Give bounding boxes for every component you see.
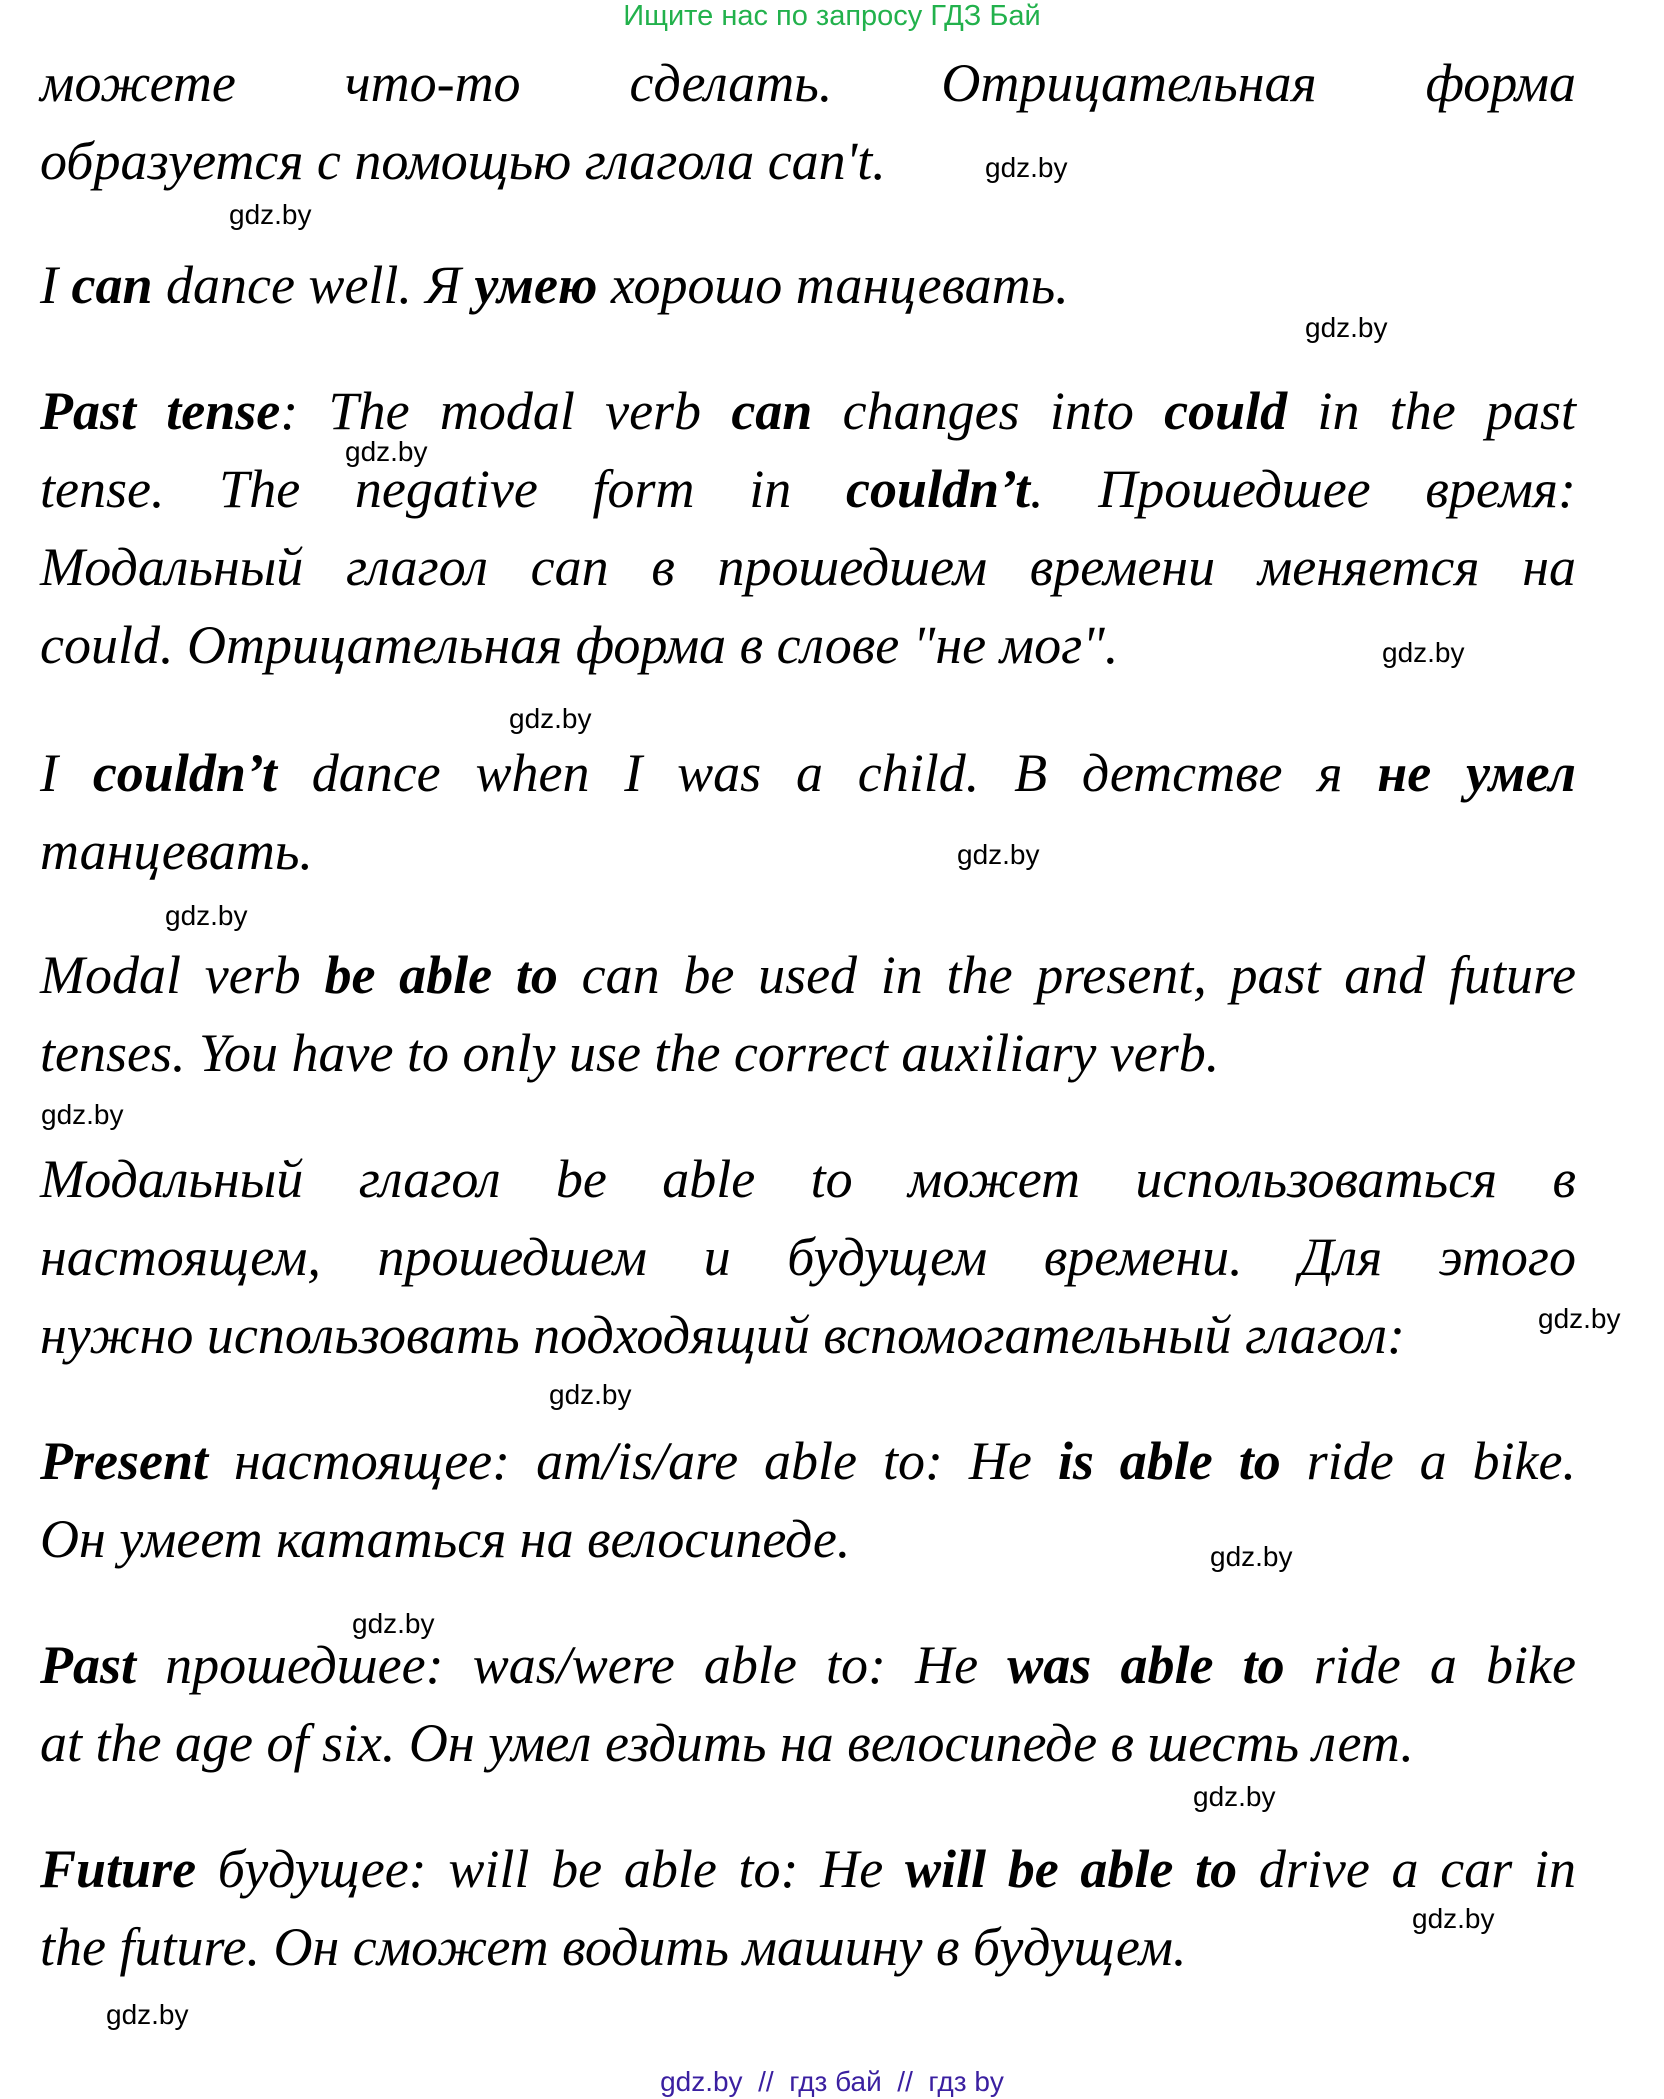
watermark: gdz.by [229, 199, 312, 230]
watermark: gdz.by [41, 1099, 124, 1130]
watermark: gdz.by [345, 436, 428, 467]
text-line: I can dance well. Я умею хорошо танцевать. [40, 255, 1069, 315]
watermark: gdz.by [1538, 1303, 1621, 1334]
text-line: Он умеет кататься на велосипеде. [40, 1509, 851, 1569]
top-banner: Ищите нас по запросу ГДЗ Бай [623, 0, 1041, 32]
text-line: Future будущее: will be able to: He will be able to drive a car in [40, 1839, 1576, 1899]
watermark: gdz.by [106, 1999, 189, 2030]
paragraph-past-tense [40, 372, 1576, 684]
watermark: gdz.by [1210, 1541, 1293, 1572]
footer-links: gdz.by // гдз бай // гдз by [660, 2066, 1004, 2097]
watermark: gdz.by [1193, 1781, 1276, 1812]
text-line: Past прошедшее: was/were able to: He was able to ride a bike [40, 1635, 1576, 1695]
paragraph-be-able-to-ru [40, 1140, 1576, 1374]
watermark: gdz.by [985, 152, 1068, 183]
text-line: танцевать. [40, 821, 313, 881]
text-line: настоящем, прошедшем и будущем времени. Для этого [40, 1227, 1576, 1287]
text-line: at the age of six. Он умел ездить на велосипеде в шесть лет. [40, 1713, 1414, 1773]
paragraph-be-able-to [40, 936, 1576, 1092]
text-line: образуется с помощью глагола can't. [40, 131, 886, 191]
paragraph-present [40, 1422, 1576, 1578]
paragraph-couldnt-example [40, 734, 1576, 890]
paragraph-past [40, 1626, 1576, 1782]
text-line: tenses. You have to only use the correct auxiliary verb. [40, 1023, 1220, 1083]
text-line: нужно использовать подходящий вспомогательный глагол: [40, 1305, 1405, 1365]
text-line: Модальный глагол be able to может использоваться в [40, 1149, 1576, 1209]
text-line: Modal verb be able to can be used in the present, past and future [40, 945, 1576, 1005]
paragraph-future [40, 1830, 1576, 1986]
watermark: gdz.by [1382, 637, 1465, 668]
watermark: gdz.by [549, 1379, 632, 1410]
watermark: gdz.by [1412, 1903, 1495, 1934]
text-line: Модальный глагол can в прошедшем времени меняется на [40, 537, 1576, 597]
watermark: gdz.by [509, 703, 592, 734]
text-line: could. Отрицательная форма в слове "не мог". [40, 615, 1119, 675]
watermark: gdz.by [957, 839, 1040, 870]
text-line: the future. Он сможет водить машину в будущем. [40, 1917, 1187, 1977]
watermark: gdz.by [165, 900, 248, 931]
text-line: Past tense: The modal verb can changes into could in the past [40, 381, 1576, 441]
text-line: можете что-то сделать. Отрицательная форма [40, 53, 1576, 113]
watermark: gdz.by [352, 1608, 435, 1639]
watermark: gdz.by [1305, 312, 1388, 343]
text-line: tense. The negative form in couldn’t. Прошедшее время: [40, 459, 1576, 519]
text-line: Present настоящее: am/is/are able to: He is able to ride a bike. [40, 1431, 1576, 1491]
paragraph-negative-form [40, 44, 1576, 200]
text-line: I couldn’t dance when I was a child. В детстве я не умел [40, 743, 1576, 803]
